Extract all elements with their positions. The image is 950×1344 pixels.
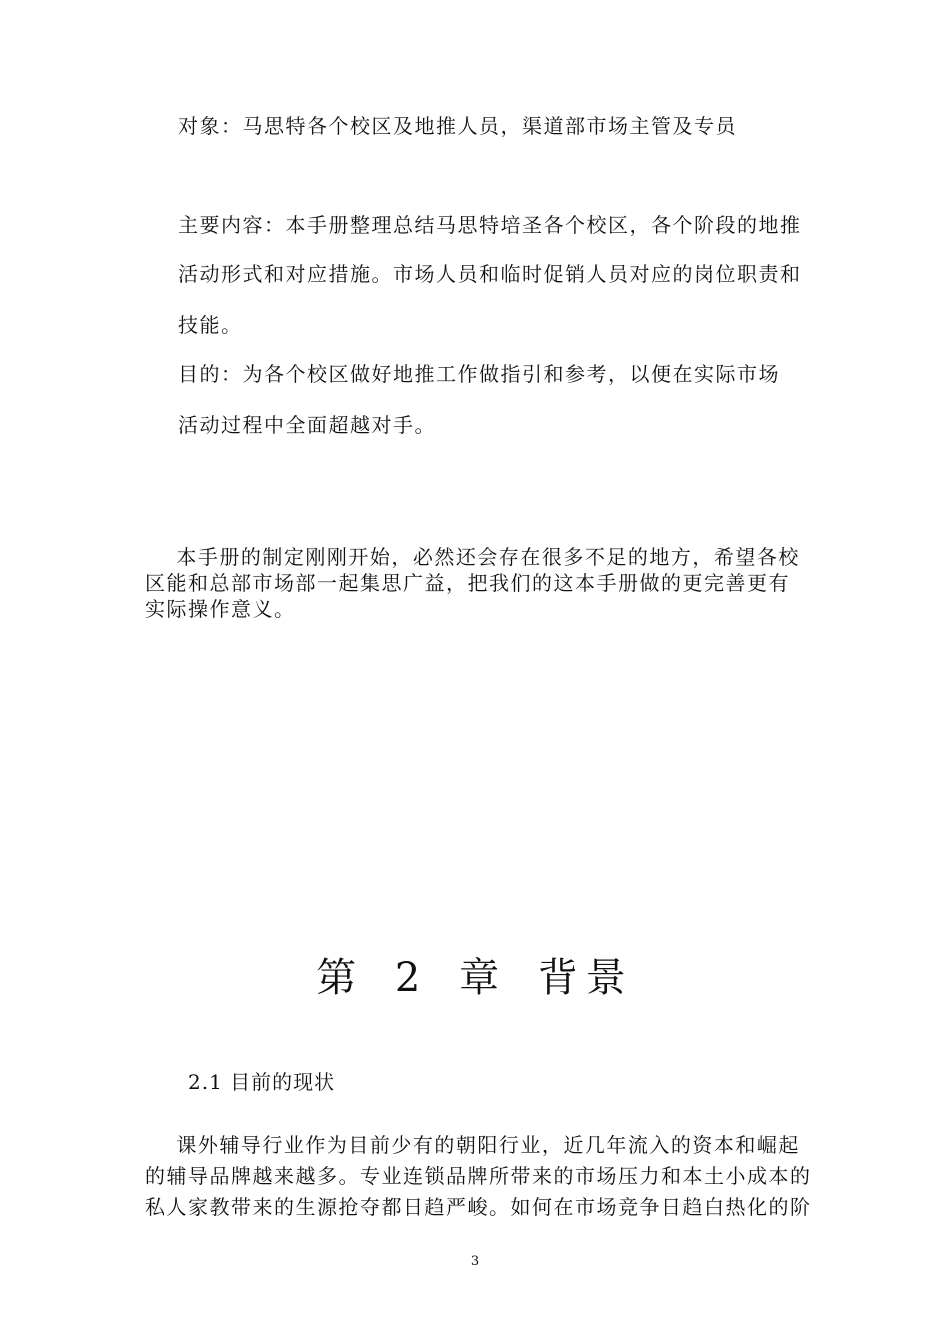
purpose-line-2: 活动过程中全面超越对手。 bbox=[178, 413, 436, 437]
content-line-2: 活动形式和对应措施。市场人员和临时促销人员对应的岗位职责和 bbox=[178, 262, 802, 286]
note-line: 区能和总部市场部一起集思广益，把我们的这本手册做的更完善更有 bbox=[145, 571, 790, 595]
section-line: 私人家教带来的生源抢夺都日趋严峻。如何在市场竞争日趋白热化的阶 bbox=[145, 1195, 812, 1219]
note-line: 实际操作意义。 bbox=[145, 597, 296, 621]
note-paragraph bbox=[145, 544, 835, 622]
content-line-1: 主要内容：本手册整理总结马思特培圣各个校区，各个阶段的地推 bbox=[178, 213, 802, 237]
purpose-line-1: 目的：为各个校区做好地推工作做指引和参考，以便在实际市场 bbox=[178, 362, 780, 386]
content-line-3: 技能。 bbox=[178, 313, 243, 337]
section-line: 的辅导品牌越来越多。专业连锁品牌所带来的市场压力和本土小成本的 bbox=[145, 1164, 812, 1188]
section-paragraph bbox=[145, 1130, 835, 1223]
section-line: 课外辅导行业作为目前少有的朝阳行业，近几年流入的资本和崛起 bbox=[145, 1133, 800, 1157]
audience-line: 对象：马思特各个校区及地推人员，渠道部市场主管及专员 bbox=[178, 114, 737, 138]
note-line: 本手册的制定刚刚开始，必然还会存在很多不足的地方，希望各校 bbox=[145, 545, 800, 569]
chapter-title: 第 2 章 背景 bbox=[316, 955, 634, 1001]
page-number: 3 bbox=[470, 1254, 480, 1269]
section-heading: 2.1 目前的现状 bbox=[188, 1070, 336, 1094]
